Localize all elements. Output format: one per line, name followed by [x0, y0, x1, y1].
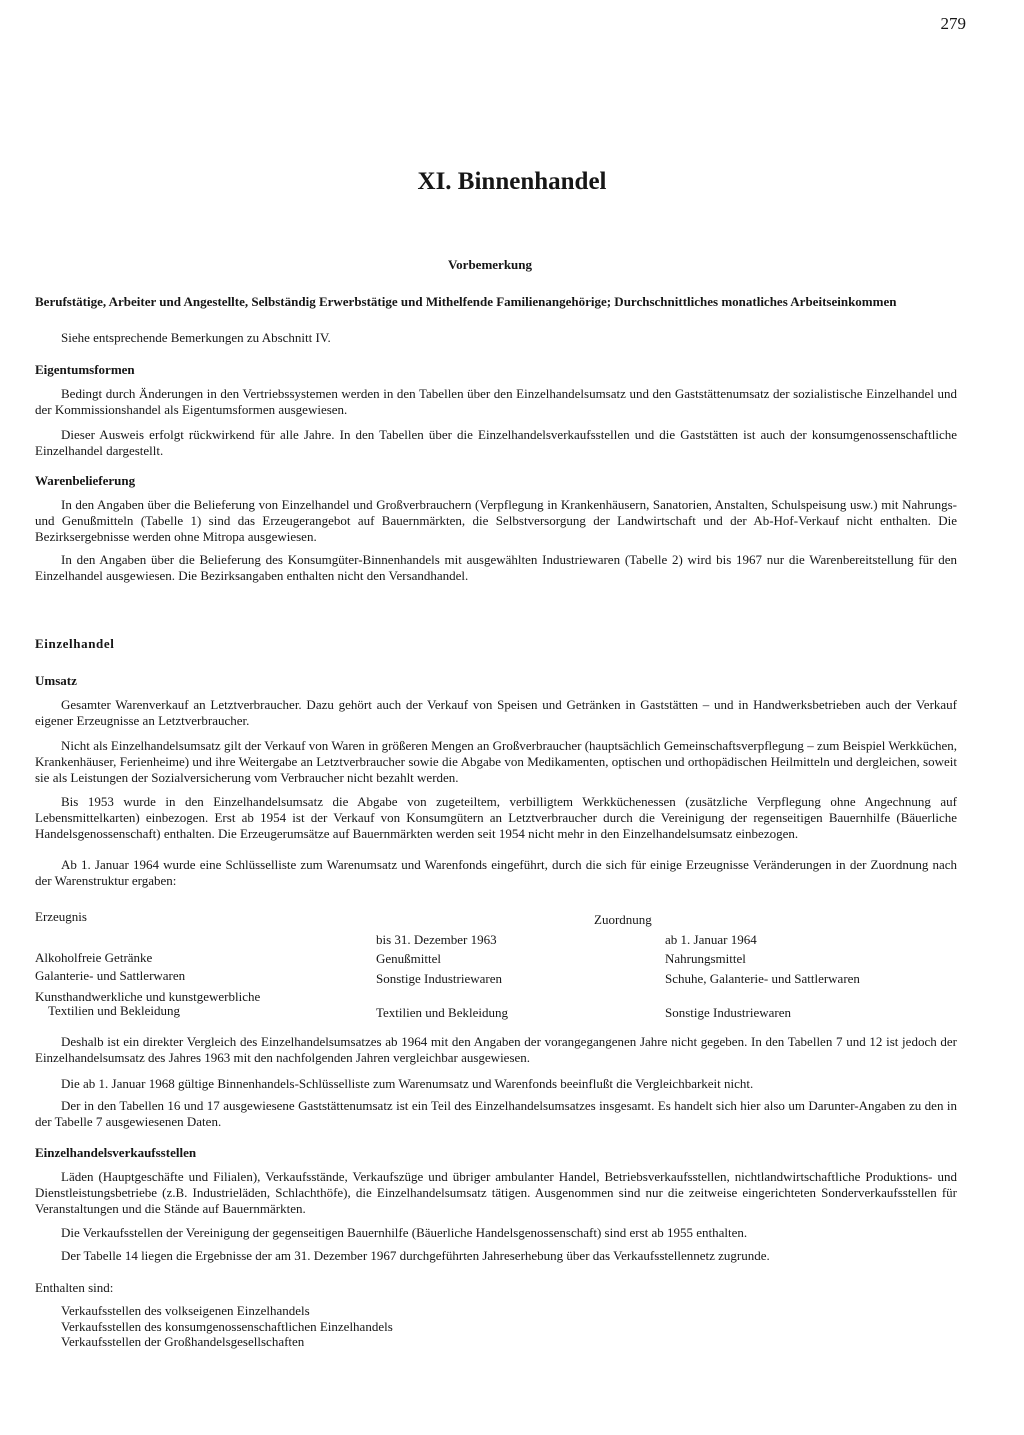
section-text-berufstaetige: Siehe entsprechende Bemerkungen zu Abschnitt IV. — [61, 330, 331, 345]
table-header-product: Erzeugnis — [35, 909, 87, 924]
heading-einzelhandelsverkaufsstellen: Einzelhandelsverkaufsstellen — [35, 1145, 197, 1160]
table-header-until: bis 31. Dezember 1963 — [376, 932, 497, 947]
paragraph-verkaufsstellen-2: Die Verkaufsstellen der Vereinigung der gegenseitigen Bauernhilfe (Bäuerliche Handelsgenossenschaft) sind erst ab 1955 enthalten. — [61, 1225, 748, 1240]
table-cell-from: Schuhe, Galanterie- und Sattlerwaren — [665, 971, 860, 986]
list-item: Verkaufsstellen des volkseigenen Einzelhandels — [61, 1303, 310, 1318]
table-cell-from: Sonstige Industriewaren — [665, 1005, 792, 1020]
table-cell-from: Nahrungsmittel — [665, 951, 746, 966]
paragraph-umsatz-4: Ab 1. Januar 1964 wurde eine Schlüsselliste zum Warenumsatz und Warenfonds eingeführt, durch die sich für einige Erzeugnisse Veränderungen in der Zuordnung nach der Warenstruktur ergaben: — [35, 857, 957, 888]
heading-umsatz: Umsatz — [35, 673, 77, 688]
table-cell-product: Alkoholfreie Getränke — [35, 950, 153, 965]
heading-einzelhandel: Einzelhandel — [35, 636, 115, 651]
paragraph-gaststaettenumsatz: Der in den Tabellen 16 und 17 ausgewiesene Gaststättenumsatz ist ein Teil des Einzelhandelsumsatzes insgesamt. Es handelt sich hier also um Darunter-Angaben zu den in der Tabelle 7 ausgewiesenen Daten. — [35, 1098, 957, 1129]
section-heading-berufstaetige: Berufstätige, Arbeiter und Angestellte, Selbständig Erwerbstätige und Mithelfende Familienangehörige; Durchschnittliches monatliches Arbeitseinkommen — [35, 294, 897, 309]
page-number: 279 — [940, 14, 966, 33]
paragraph-verkaufsstellen-3: Der Tabelle 14 liegen die Ergebnisse der am 31. Dezember 1967 durchgeführten Jahreserhebung über das Verkaufsstellennetz zugrunde. — [61, 1248, 770, 1263]
paragraph-warenbelieferung-2: In den Angaben über die Belieferung des Konsumgüter-Binnenhandels mit ausgewählten Industriewaren (Tabelle 2) wird bis 1967 nur die Warenbereitstellung für den Einzelhandel ausgewiesen. Die Bezirksangaben enthalten nicht den Versandhandel. — [35, 552, 957, 583]
table-cell-product-continued: Textilien und Bekleidung — [48, 1003, 180, 1018]
table-cell-until: Textilien und Bekleidung — [376, 1005, 508, 1020]
paragraph-warenbelieferung-1: In den Angaben über die Belieferung von Einzelhandel und Großverbrauchern (Verpflegung in Krankenhäusern, Sanatorien, Anstalten, Schulspeisung usw.) mit Nahrungs- und Genußmitteln (Tabelle 1) sind das Erzeugerangebot auf Bauernmärkten, die Selbstversorgung der Landwirtschaft und der Ab-Hof-Verkauf nicht enthalten. Die Bezirksergebnisse werden ohne Mitropa ausgewiesen. — [35, 497, 957, 544]
heading-enthalten-sind: Enthalten sind: — [35, 1280, 114, 1295]
list-item: Verkaufsstellen der Großhandelsgesellschaften — [61, 1334, 305, 1349]
table-cell-product: Kunsthandwerkliche und kunstgewerbliche — [35, 989, 261, 1004]
paragraph-umsatz-3: Bis 1953 wurde in den Einzelhandelsumsatz die Abgabe von zugeteiltem, verbilligtem Werkküchenessen (zusätzliche Verpflegung ohne Angechnung auf Lebensmittelkarten) einbezogen. Erst ab 1954 ist der Verkauf von Konsumgütern an Letztverbraucher durch die Vereinigung der regenseitigen Bauernhilfe (Bäuerliche Handelsgenossenschaft) enthalten. Die Erzeugerumsätze auf Bauernmärkten werden seit 1954 nicht mehr in den Einzelhandelsumsatz einbezogen. — [35, 794, 957, 841]
heading-eigentumsformen: Eigentumsformen — [35, 362, 135, 377]
prelim-heading: Vorbemerkung — [447, 257, 533, 272]
table-header-assignment: Zuordnung — [594, 912, 652, 927]
paragraph-umsatz-2: Nicht als Einzelhandelsumsatz gilt der Verkauf von Waren in größeren Mengen an Großverbraucher (hauptsächlich Gemeinschaftsverpflegung – zum Beispiel Werkküchen, Krankenhäuser, Ferienheime) und ihre Weitergabe an Letztverbraucher sowie die Abgabe von Medikamenten, optischen und orthopädischen Heilmitteln und dergleichen, soweit sie als Leistungen der Sozialversicherung vom Verbraucher nicht bezahlt werden. — [35, 738, 957, 785]
table-cell-until: Genußmittel — [376, 951, 441, 966]
heading-warenbelieferung: Warenbelieferung — [35, 473, 136, 488]
paragraph-eigentumsformen-2: Dieser Ausweis erfolgt rückwirkend für alle Jahre. In den Tabellen über die Einzelhandelsverkaufsstellen und die Gaststätten ist auch der konsumgenossenschaftliche Einzelhandel dargestellt. — [35, 427, 957, 458]
paragraph-verkaufsstellen-1: Läden (Hauptgeschäfte und Filialen), Verkaufsstände, Verkaufszüge und übriger ambulanter Handel, Betriebsverkaufsstellen, nichtlandwirtschaftliche Produktions- und Dienstleistungsbetriebe (z.B. Industrieläden, Schlachthöfe), die Einzelhandelsumsatz tätigen. Ausgenommen sind nur die zeitweise eingerichteten Sonderverkaufsstellen für Veranstaltungen und die Stände auf Bauernmärkten. — [35, 1169, 957, 1216]
chapter-title: XI. Binnenhandel — [417, 168, 607, 195]
list-item: Verkaufsstellen des konsumgenossenschaftlichen Einzelhandels — [61, 1319, 393, 1334]
paragraph-eigentumsformen-1: Bedingt durch Änderungen in den Vertriebssystemen werden in den Tabellen über den Einzelhandelsumsatz und den Gaststättenumsatz der sozialistische Einzelhandel und der Kommissionshandel als Eigentumsformen ausgewiesen. — [35, 386, 957, 417]
table-header-from: ab 1. Januar 1964 — [665, 932, 757, 947]
table-cell-product: Galanterie- und Sattlerwaren — [35, 968, 186, 983]
paragraph-vergleich: Deshalb ist ein direkter Vergleich des Einzelhandelsumsatzes ab 1964 mit den Angaben der vorangegangenen Jahre nicht gegeben. In den Tabellen 7 und 12 ist jedoch der Einzelhandelsumsatz des Jahres 1963 mit den nachfolgenden Jahren vergleichbar ausgewiesen. — [35, 1034, 957, 1065]
paragraph-umsatz-1: Gesamter Warenverkauf an Letztverbraucher. Dazu gehört auch der Verkauf von Speisen und Getränken in Gaststätten – und in Handwerksbetrieben auch der Verkauf eigener Erzeugnisse an Letztverbraucher. — [35, 697, 957, 728]
paragraph-schluesselliste: Die ab 1. Januar 1968 gültige Binnenhandels-Schlüsselliste zum Warenumsatz und Warenfonds beeinflußt die Vergleichbarkeit nicht. — [61, 1076, 754, 1091]
table-cell-until: Sonstige Industriewaren — [376, 971, 503, 986]
